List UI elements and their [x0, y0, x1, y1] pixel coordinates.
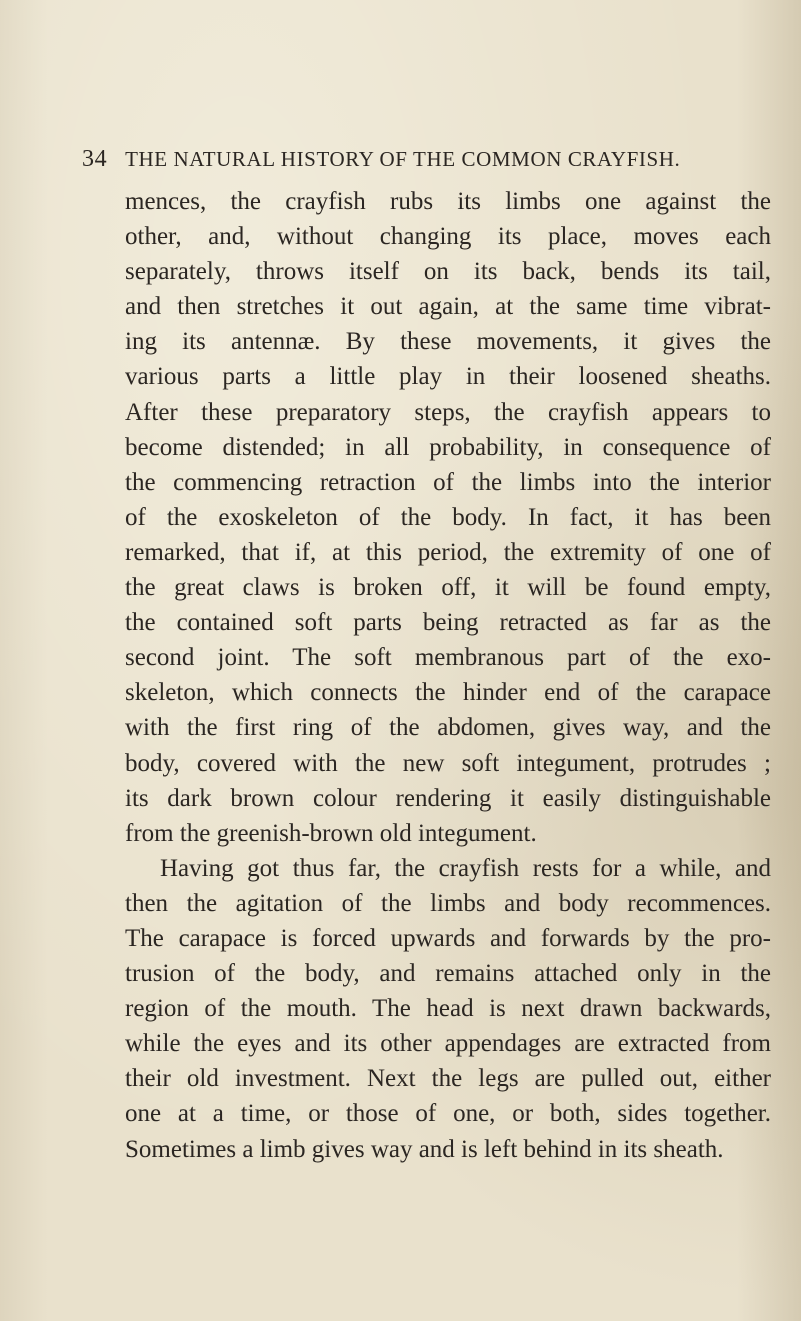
text-line: After these preparatory steps, the crayfish appears to	[125, 398, 771, 426]
text-line: body, covered with the new soft integument, protrudes ;	[125, 749, 771, 777]
text-line: The carapace is forced upwards and forwards by the pro-	[125, 924, 771, 952]
text-line: from the greenish-brown old integument.	[125, 819, 537, 847]
text-line: other, and, without changing its place, moves each	[125, 223, 771, 251]
body-text	[125, 184, 771, 1167]
text-line: remarked, that if, at this period, the extremity of one of	[125, 538, 771, 566]
text-line: trusion of the body, and remains attached only in the	[125, 960, 771, 988]
text-line: its dark brown colour rendering it easily distinguishable	[125, 784, 771, 812]
text-line: become distended; in all probability, in consequence of	[125, 433, 771, 461]
text-line: second joint. The soft membranous part of the exo-	[125, 644, 771, 672]
text-line: mences, the crayfish rubs its limbs one against the	[125, 188, 771, 215]
text-line: the contained soft parts being retracted as far as the	[125, 609, 771, 637]
running-head	[82, 146, 772, 176]
text-line: various parts a little play in their loosened sheaths.	[125, 363, 771, 391]
text-line: while the eyes and its other appendages are extracted from	[125, 1030, 771, 1058]
text-line: separately, throws itself on its back, bends its tail,	[125, 258, 771, 286]
page-number: 34	[82, 146, 108, 172]
text-line: region of the mouth. The head is next drawn backwards,	[125, 995, 771, 1023]
text-line: Sometimes a limb gives way and is left behind in its sheath.	[125, 1135, 724, 1163]
text-line: with the first ring of the abdomen, gives way, and the	[125, 714, 771, 742]
running-head-title: THE NATURAL HISTORY OF THE COMMON CRAYFISH.	[125, 147, 681, 171]
text-line: the great claws is broken off, it will be found empty,	[125, 574, 771, 602]
text-line: their old investment. Next the legs are pulled out, either	[125, 1065, 771, 1093]
text-line: then the agitation of the limbs and body recommences.	[125, 889, 771, 917]
text-line: ing its antennæ. By these movements, it gives the	[125, 328, 771, 356]
text-line: Having got thus far, the crayfish rests for a while, and	[160, 854, 771, 882]
text-line: one at a time, or those of one, or both, sides together.	[125, 1100, 771, 1128]
text-line: the commencing retraction of the limbs into the interior	[125, 468, 771, 496]
text-line: of the exoskeleton of the body. In fact, it has been	[125, 503, 771, 531]
text-line: skeleton, which connects the hinder end of the carapace	[125, 679, 771, 707]
text-line: and then stretches it out again, at the same time vibrat-	[125, 293, 771, 321]
